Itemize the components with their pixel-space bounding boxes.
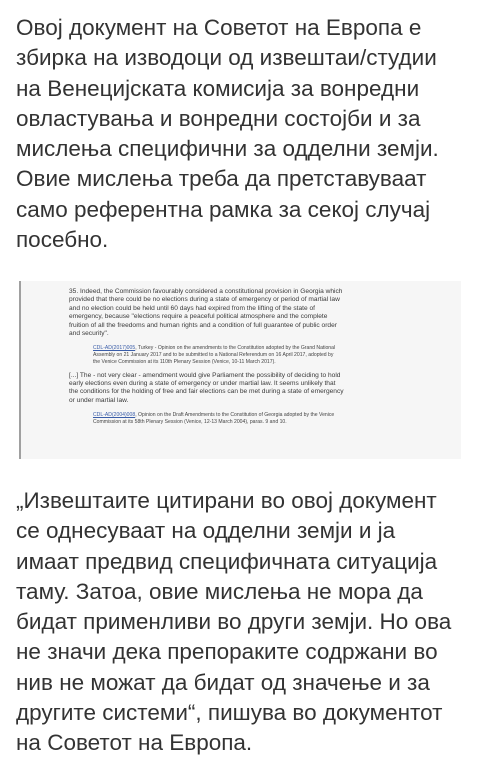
excerpt-paragraph-35 xyxy=(69,288,439,338)
excerpt-line: emergency, because "elections require a peaceful political atmosphere and the complete xyxy=(69,313,328,321)
reference-line: Assembly on 21 January 2017 and to be submitted to a National Referendum on 16 April 2017, adopted by xyxy=(93,352,334,359)
excerpt-reference-turkey xyxy=(69,345,439,365)
paragraph-line: се однесуваат на одделни земји и ја xyxy=(16,518,396,544)
paragraph-line: таму. Затоа, овие мислења не мора да xyxy=(16,578,423,604)
paragraph-line: Овие мислења треба да претставуваат xyxy=(16,166,427,192)
reference-text: , Opinion on the Draft Amendments to the Constitution of Georgia adopted by the Venice xyxy=(135,412,335,419)
paragraph-line: мислења специфични за одделни земји. xyxy=(16,136,439,162)
excerpt-line: and no election could be held until 60 days had expired from the lifting of the state of xyxy=(69,304,315,312)
reference-line: the Venice Commission at its 110th Plenary Session (Venice, 10-11 March 2017). xyxy=(93,358,276,365)
excerpt-line: 35. Indeed, the Commission favourably considered a constitutional provision in Georgia which xyxy=(69,288,343,295)
paragraph-line: на Советот на Европа. xyxy=(16,730,253,756)
paragraph-line: посебно. xyxy=(16,227,109,253)
paragraph-line: збирка на изводоци од извештаи/студии xyxy=(16,45,437,71)
reference-text: , Turkey - Opinion on the amendments to the Constitution adopted by the Grand National xyxy=(135,345,336,352)
reference-line: Commission at its 58th Plenary Session (Venice, 12-13 March 2004), paras. 9 and 10. xyxy=(93,418,287,425)
excerpt-line: the conditions for the holding of free and fair elections can be met during a state of emergency xyxy=(69,388,344,396)
paragraph-line: овластувања и вонредни состојби и за xyxy=(16,105,421,131)
paragraph-line: нив не можат да бидат од значење и за xyxy=(16,669,430,695)
reference-line xyxy=(93,412,439,419)
document-excerpt-image[interactable] xyxy=(19,281,461,459)
excerpt-line: and security". xyxy=(69,330,109,338)
reference-link-cdl-ad-2017-005: CDL-AD(2017)005 xyxy=(93,345,136,352)
quote-paragraph xyxy=(16,486,466,759)
excerpt-paragraph-martial-law xyxy=(69,372,439,406)
excerpt-line: [...] The - not very clear - amendment would give Parliament the possibility of deciding to hold xyxy=(69,371,341,379)
excerpt-line: or under martial law. xyxy=(69,396,129,404)
paragraph-line: Овој документ на Советот на Европа е xyxy=(16,15,422,40)
excerpt-reference-georgia xyxy=(69,412,439,425)
paragraph-line: имаат предвид специфичната ситуација xyxy=(16,548,438,574)
document-excerpt-text xyxy=(69,288,439,426)
paragraph-line: другите системи“, пишува во документот xyxy=(16,700,443,726)
paragraph-line: „Извештаите цитирани во овој документ xyxy=(16,488,437,513)
excerpt-line: early elections even during a state of emergency or under martial law. It seems unlikely that xyxy=(69,379,336,387)
paragraph-line: не значи дека препораките содржани во xyxy=(16,639,438,665)
excerpt-line: fruition of all the freedoms and human rights and a condition of full guarantee of public order xyxy=(69,321,337,329)
reference-link-cdl-ad-2004-008: CDL-AD(2004)008 xyxy=(93,412,136,419)
paragraph-line: бидат применливи во други земји. Но ова xyxy=(16,609,452,635)
intro-paragraph xyxy=(16,13,466,255)
reference-line xyxy=(93,345,439,352)
excerpt-line: provided that there could be no elections during a state of emergency or period of martial law xyxy=(69,296,340,304)
paragraph-line: само референтна рамка за секој случај xyxy=(16,196,431,222)
paragraph-line: на Венецијската комисија за вонредни xyxy=(16,75,420,101)
